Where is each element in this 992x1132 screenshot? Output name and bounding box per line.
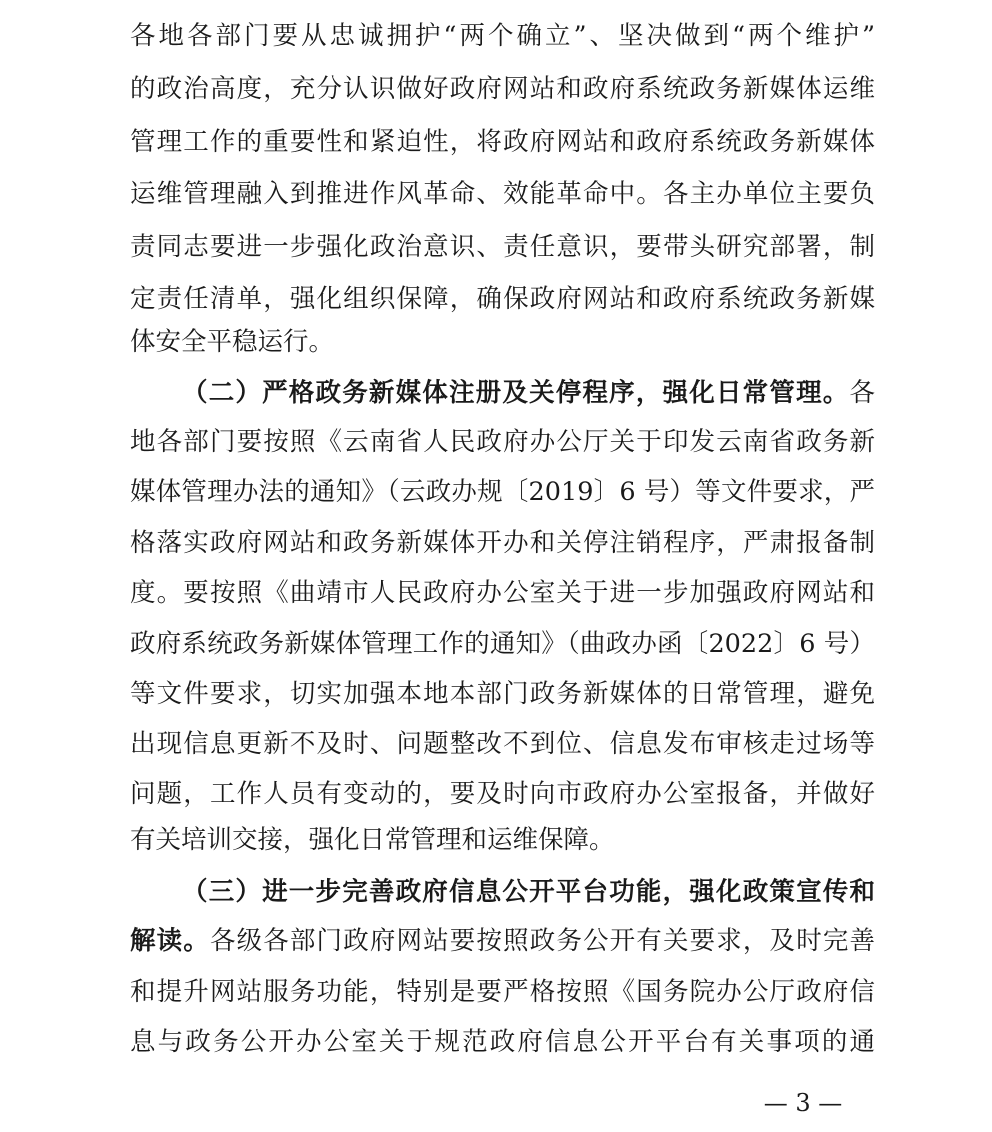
- paragraph-2-line-5: 度。要按照《曲靖市人民政府办公室关于进一步加强政府网站和: [130, 578, 875, 608]
- page-number: — 3 —: [763, 1089, 843, 1117]
- paragraph-2-line-4: 格落实政府网站和政务新媒体开办和关停注销程序，严肃报备制: [130, 528, 875, 558]
- paragraph-1-line-5: 责同志要进一步强化政治意识、责任意识，要带头研究部署，制: [130, 232, 875, 262]
- paragraph-1-line-7: 体安全平稳运行。: [130, 327, 335, 357]
- paragraph-1-line-3: 管理工作的重要性和紧迫性，将政府网站和政府系统政务新媒体: [130, 127, 875, 157]
- paragraph-2-line-8: 出现信息更新不及时、问题整改不到位、信息发布审核走过场等: [130, 729, 875, 759]
- paragraph-3-line-2: [130, 921, 875, 961]
- paragraph-2-line-6: 政府系统政务新媒体管理工作的通知》（曲政办函〔2022〕6 号）: [130, 629, 875, 659]
- paragraph-3-line-2-rest: 各级各部门政府网站要按照政务公开有关要求，及时完善: [209, 926, 875, 956]
- paragraph-2-line-7: 等文件要求，切实加强本地本部门政务新媒体的日常管理，避免: [130, 679, 875, 709]
- paragraph-2-line-9: 问题，工作人员有变动的，要及时向市政府办公室报备，并做好: [130, 779, 875, 809]
- paragraph-2-line-2: 地各部门要按照《云南省人民政府办公厅关于印发云南省政务新: [130, 427, 875, 457]
- paragraph-3-line-3: 和提升网站服务功能，特别是要严格按照《国务院办公厅政府信: [130, 977, 875, 1007]
- paragraph-1-line-6: 定责任清单，强化组织保障，确保政府网站和政府系统政务新媒: [130, 284, 875, 314]
- paragraph-1-line-2: 的政治高度，充分认识做好政府网站和政府系统政务新媒体运维: [130, 74, 875, 104]
- paragraph-2-line-10: 有关培训交接，强化日常管理和运维保障。: [130, 825, 615, 855]
- paragraph-1-line-1: 各地各部门要从忠诚拥护“两个确立”、坚决做到“两个维护”: [130, 21, 875, 51]
- paragraph-1-line-4: 运维管理融入到推进作风革命、效能革命中。各主办单位主要负: [130, 179, 875, 209]
- paragraph-2-first-line-rest: 各: [849, 378, 875, 408]
- paragraph-3-line-1: （三）进一步完善政府信息公开平台功能，强化政策宣传和: [182, 877, 875, 907]
- paragraph-2-line-3: 媒体管理办法的通知》（云政办规〔2019〕6 号）等文件要求，严: [130, 477, 875, 507]
- paragraph-2-heading: （二）严格政务新媒体注册及关停程序，强化日常管理。: [182, 378, 850, 408]
- paragraph-2-line-1: [182, 373, 875, 413]
- paragraph-3-line-4: 息与政务公开办公室关于规范政府信息公开平台有关事项的通: [130, 1027, 875, 1057]
- paragraph-3-heading-end: 解读。: [130, 926, 210, 956]
